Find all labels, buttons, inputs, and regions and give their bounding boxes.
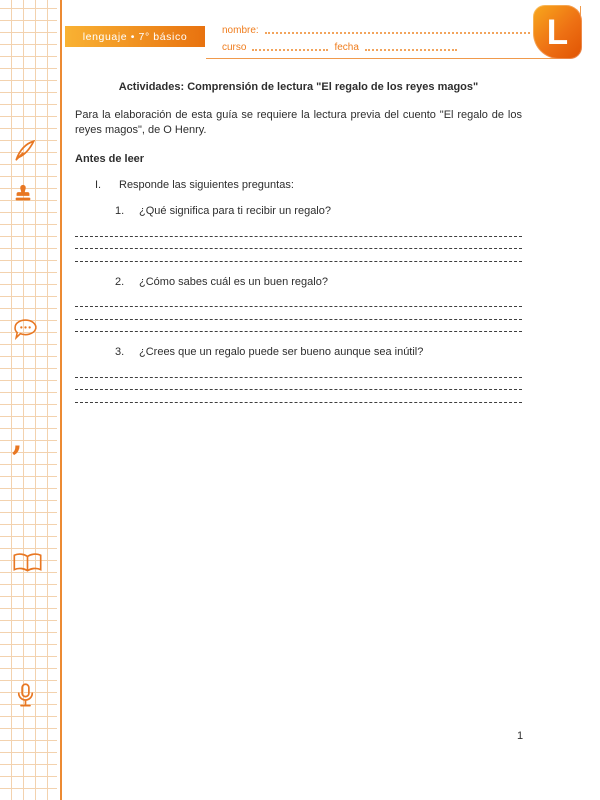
question-1-answer-lines [75,224,522,262]
curso-label: curso [222,42,247,53]
before-reading-heading: Antes de leer [75,152,145,165]
open-book-icon [12,552,43,579]
question-2-number: 2. [115,275,125,288]
series-logo [533,5,582,59]
answer-line [75,307,522,320]
microphone-icon [12,682,39,714]
question-3 [75,345,522,360]
quill-icon [12,138,38,169]
comma-icon: , [12,423,23,458]
question-3-answer-lines [75,365,522,403]
student-fields [222,20,530,54]
sidebar-divider-line [60,0,62,800]
logo-letter: L [546,12,569,52]
intro-paragraph: Para la elaboración de esta guía se requiere la lectura previa del cuento "El regalo de los reyes magos", de O Henry. [75,109,522,137]
nombre-row [222,20,530,37]
answer-line [75,365,522,378]
worksheet-title: Actividades: Comprensión de lectura "El regalo de los reyes magos" [118,81,479,93]
question-2 [75,275,522,290]
subject-banner: lenguaje • 7° básico [65,26,205,47]
worksheet-body [75,80,522,416]
page-number: 1 [517,730,524,742]
answer-line [75,390,522,403]
question-2-answer-lines [75,295,522,333]
nombre-label: nombre: [222,25,259,36]
nombre-dotted-line [265,32,530,34]
question-3-number: 3. [115,346,125,359]
answer-line [75,224,522,237]
answer-line [75,378,522,391]
answer-line [75,295,522,308]
question-3-text: ¿Crees que un regalo puede ser bueno aunque sea inútil? [139,346,424,359]
speech-bubble-icon [12,318,39,346]
answer-line [75,249,522,262]
answer-line [75,320,522,333]
instruction-numeral: I. [95,178,102,191]
answer-line [75,237,522,250]
grid-sidebar [0,0,57,800]
fecha-dotted-line [365,49,457,51]
question-2-text: ¿Cómo sabes cuál es un buen regalo? [139,275,328,288]
curso-dotted-line [252,49,328,51]
fecha-label: fecha [334,42,359,53]
instruction-line [75,178,522,193]
stamp-icon [12,183,34,210]
instruction-text: Responde las siguientes preguntas: [119,178,294,191]
question-1-number: 1. [115,204,125,217]
question-1 [75,204,522,219]
curso-fecha-row [222,37,530,54]
question-1-text: ¿Qué significa para ti recibir un regalo? [139,204,331,217]
